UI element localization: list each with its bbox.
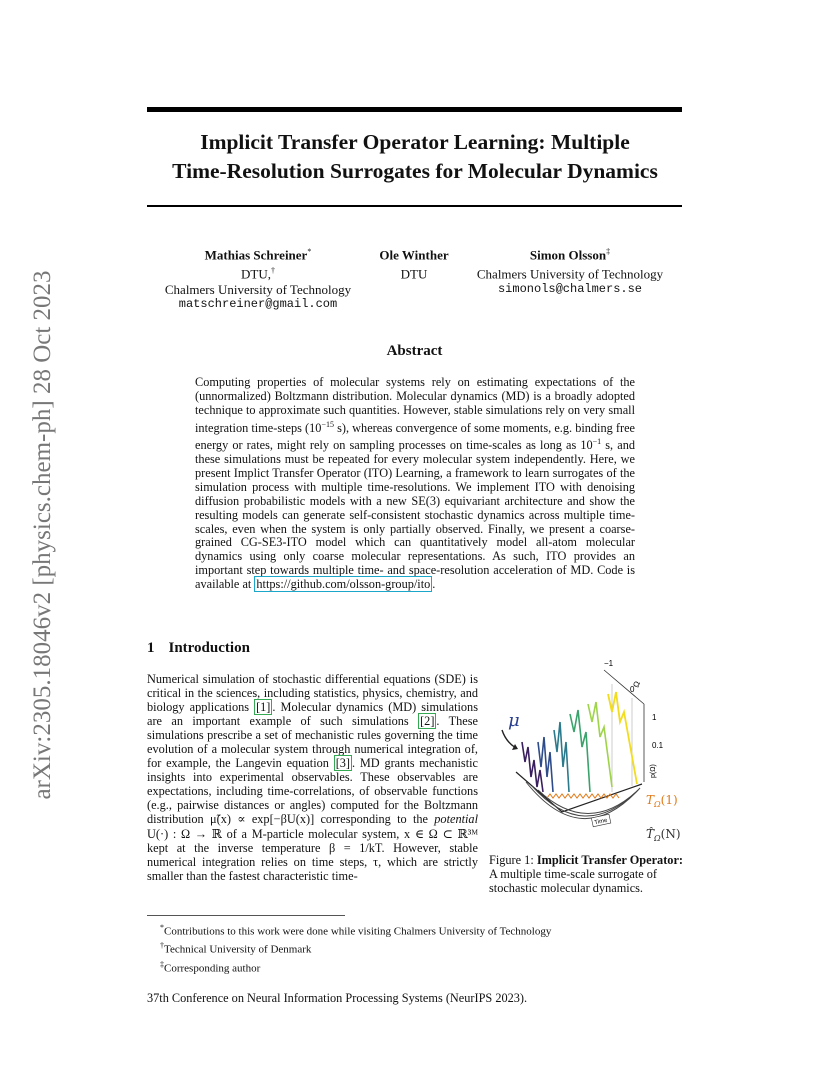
- arxiv-sidebar-id: arXiv:2305.18046v2 [physics.chem-ph] 28 Oct 2023: [29, 270, 56, 800]
- density-curve-3: [554, 722, 569, 792]
- conference-footer: 37th Conference on Neural Information Processing Systems (NeurIPS 2023).: [147, 991, 528, 1005]
- learned-operator-label: $T̂_\Omega(N)$: [646, 827, 681, 843]
- figure-ito-diagram: [492, 652, 692, 852]
- footnote-item: †Technical University of Denmark: [160, 941, 312, 957]
- density-curve-4: [570, 710, 590, 792]
- citation-link[interactable]: [2]: [420, 714, 435, 729]
- author-winther: Ole Winther DTU: [379, 247, 449, 282]
- footnote-item: ‡Corresponding author: [160, 959, 261, 975]
- transfer-arc: [538, 790, 636, 814]
- footnote-rule: [147, 915, 345, 916]
- axis-top-label: −1: [604, 659, 614, 668]
- abstract-body: Computing properties of molecular systems rely on estimating expectations of the (unnormalized) Boltzmann distribution. Molecular dynamics (MD) is a broadly adopted technique to approximate such quantities. However, stable simulations rely on very small integration time-steps ($10^{-15}$ s), whereas convergence of some moments, e.g. binding free energy or rates, might rely on sampling processes on time-scales as long as $10^{-1}$ s, and these simulations must be repeated for every molecular system independently. Here, we present Implict Transfer Operator (ITO) Learning, a framework to learn surrogates of the simulation process with multiple time-resolutions. We implement ITO with denoising diffusion probabilistic models with a new SE(3) equivariant architecture and show the resulting models can generate self-consistent stochastic dynamics across multiple time-scales, even when the system is only partially observed. Finally, we present a coarse-grained CG-SE3-ITO model which can quantitatively model all-atom molecular dynamics using only coarse molecular representations. As such, ITO provides an important step towards multiple time- and space-resolution acceleration of MD. Code is available at https://github.com/olsson-group/ito .: [195, 375, 635, 591]
- footnote-item: *Contributions to this work were done while visiting Chalmers University of Technology: [160, 923, 552, 938]
- paper-title: Implicit Transfer Operator Learning: Multiple Time-Resolution Surrogates for Molecular Dynamics: [172, 130, 658, 183]
- time-label: Time: [593, 817, 609, 827]
- step-markers: [547, 794, 619, 798]
- density-curve-5: [588, 702, 612, 787]
- author-email[interactable]: matschreiner@gmail.com: [178, 297, 338, 312]
- section-heading: 1 Introduction: [147, 640, 250, 656]
- figure-caption: Figure 1: Implicit Transfer Operator: A multiple time-scale surrogate of stochastic molecular dynamics.: [489, 853, 683, 896]
- probability-axis-label: p(Ω): [650, 764, 657, 778]
- intro-paragraph: Numerical simulation of stochastic differential equations (SDE) is critical in the sciences, including statistics, physics, chemistry, and biology applications [1] . Molecular dynamics (MD) simulations are an important example of such simulations [2] . These simulations prescribe a set of mechanistic rules governing the time evolution of a molecular system through numerical integration of, for example, the Langevin equation [3] . MD grants mechanistic insights into experimental observables. These observables are expectations, including time-correlations, of observable functions (e.g., pairwise distances or angles) computed for the Boltzmann distribution μ̃(x) ∝ exp[−βU(x)] corresponding to the potential U(·) : Ω → ℝ of a M-particle molecular system, x ∈ Ω ⊂ ℝ³ᴹ kept at the inverse temperature β = 1/kT. However, stable numerical integration relies on time steps, τ, which are strictly smaller than the fastest characteristic time-: [147, 672, 478, 883]
- author-schreiner: Mathias Schreiner* DTU,† Chalmers University of Technology matschreiner@gmail.com: [150, 244, 366, 313]
- omega-axis-label: Ω: [631, 679, 642, 689]
- author-olsson: Simon Olsson‡ Chalmers University of Technology simonols@chalmers.se: [462, 244, 678, 297]
- mu-arrow: [502, 730, 516, 748]
- density-curve-6: [608, 692, 637, 784]
- mu-label: μ: [508, 710, 520, 731]
- author-email[interactable]: simonols@chalmers.se: [497, 281, 643, 296]
- title-top-rule: [147, 107, 682, 112]
- code-link[interactable]: https://github.com/olsson-group/ito: [256, 577, 431, 591]
- title-bottom-rule: [147, 205, 682, 207]
- mu-arrow-head: [512, 744, 518, 750]
- transfer-operator-label: $T_\Omega(1)$: [646, 793, 678, 809]
- axis-zero-label: 0: [630, 685, 635, 694]
- tick-1-label: 1: [652, 713, 657, 722]
- density-curve-1: [522, 742, 543, 792]
- abstract-heading: Abstract: [386, 343, 443, 359]
- citation-link[interactable]: [3]: [335, 756, 351, 771]
- density-curve-2: [538, 737, 553, 792]
- tick-01-label: 0.1: [652, 741, 664, 750]
- footnotes: [160, 921, 551, 976]
- citation-link[interactable]: [1]: [256, 700, 271, 715]
